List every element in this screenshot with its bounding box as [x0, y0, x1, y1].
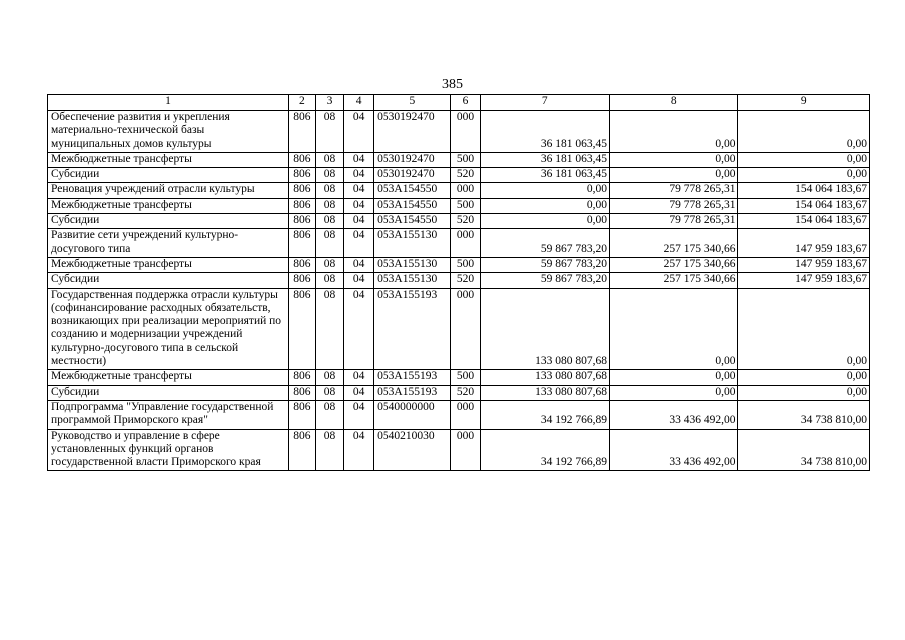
code-cell: 08 [315, 429, 343, 471]
amount-cell: 36 181 063,45 [480, 168, 609, 183]
amount-cell: 0,00 [480, 183, 609, 198]
amount-cell: 79 778 265,31 [610, 183, 738, 198]
code-cell: 520 [451, 168, 480, 183]
table-row [48, 400, 870, 429]
amount-cell: 0,00 [738, 152, 870, 167]
code-cell: 053A155193 [374, 370, 451, 385]
column-header: 3 [315, 95, 343, 111]
code-cell: 08 [315, 370, 343, 385]
code-cell: 08 [315, 257, 343, 272]
row-description: Межбюджетные трансферты [48, 152, 289, 167]
amount-cell: 133 080 807,68 [480, 370, 609, 385]
amount-cell: 0,00 [610, 370, 738, 385]
table-row [48, 273, 870, 288]
code-cell: 04 [344, 183, 374, 198]
column-header: 1 [48, 95, 289, 111]
table-row [48, 168, 870, 183]
table-row [48, 229, 870, 258]
code-cell: 0540000000 [374, 400, 451, 429]
column-header: 6 [451, 95, 480, 111]
code-cell: 04 [344, 429, 374, 471]
table-row [48, 370, 870, 385]
code-cell: 053A154550 [374, 183, 451, 198]
amount-cell: 257 175 340,66 [610, 229, 738, 258]
code-cell: 053A155130 [374, 273, 451, 288]
amount-cell: 0,00 [610, 288, 738, 370]
amount-cell: 0,00 [610, 168, 738, 183]
amount-cell: 0,00 [610, 111, 738, 153]
code-cell: 806 [288, 400, 315, 429]
code-cell: 08 [315, 400, 343, 429]
table-row [48, 152, 870, 167]
amount-cell: 33 436 492,00 [610, 429, 738, 471]
amount-cell: 133 080 807,68 [480, 385, 609, 400]
column-header: 7 [480, 95, 609, 111]
amount-cell: 147 959 183,67 [738, 229, 870, 258]
code-cell: 806 [288, 273, 315, 288]
code-cell: 04 [344, 198, 374, 213]
code-cell: 0530192470 [374, 168, 451, 183]
row-description: Обеспечение развития и укрепления материально-технической базы муниципальных домов культуры [48, 111, 289, 153]
amount-cell: 36 181 063,45 [480, 152, 609, 167]
code-cell: 053A155130 [374, 257, 451, 272]
code-cell: 053A155193 [374, 385, 451, 400]
table-row [48, 183, 870, 198]
table-row [48, 198, 870, 213]
amount-cell: 33 436 492,00 [610, 400, 738, 429]
code-cell: 04 [344, 288, 374, 370]
code-cell: 500 [451, 257, 480, 272]
amount-cell: 59 867 783,20 [480, 273, 609, 288]
amount-cell: 59 867 783,20 [480, 257, 609, 272]
code-cell: 04 [344, 111, 374, 153]
code-cell: 806 [288, 385, 315, 400]
column-header: 8 [610, 95, 738, 111]
code-cell: 806 [288, 429, 315, 471]
code-cell: 08 [315, 385, 343, 400]
row-description: Руководство и управление в сфере установленных функций органов государственной власти Приморского края [48, 429, 289, 471]
code-cell: 806 [288, 152, 315, 167]
code-cell: 520 [451, 385, 480, 400]
amount-cell: 154 064 183,67 [738, 198, 870, 213]
code-cell: 0530192470 [374, 152, 451, 167]
code-cell: 08 [315, 229, 343, 258]
amount-cell: 34 192 766,89 [480, 400, 609, 429]
code-cell: 000 [451, 400, 480, 429]
code-cell: 500 [451, 152, 480, 167]
column-header: 2 [288, 95, 315, 111]
amount-cell: 0,00 [738, 168, 870, 183]
amount-cell: 34 192 766,89 [480, 429, 609, 471]
code-cell: 806 [288, 214, 315, 229]
page-number: 385 [442, 77, 463, 92]
amount-cell: 133 080 807,68 [480, 288, 609, 370]
code-cell: 0530192470 [374, 111, 451, 153]
amount-cell: 34 738 810,00 [738, 429, 870, 471]
code-cell: 08 [315, 198, 343, 213]
table-row [48, 111, 870, 153]
code-cell: 806 [288, 198, 315, 213]
code-cell: 000 [451, 288, 480, 370]
amount-cell: 257 175 340,66 [610, 257, 738, 272]
table-row [48, 214, 870, 229]
code-cell: 806 [288, 168, 315, 183]
table-row [48, 257, 870, 272]
code-cell: 806 [288, 183, 315, 198]
column-header: 9 [738, 95, 870, 111]
code-cell: 000 [451, 183, 480, 198]
code-cell: 04 [344, 214, 374, 229]
code-cell: 08 [315, 183, 343, 198]
code-cell: 04 [344, 385, 374, 400]
row-description: Субсидии [48, 273, 289, 288]
code-cell: 806 [288, 257, 315, 272]
code-cell: 500 [451, 370, 480, 385]
code-cell: 04 [344, 168, 374, 183]
amount-cell: 0,00 [610, 385, 738, 400]
code-cell: 000 [451, 229, 480, 258]
code-cell: 08 [315, 288, 343, 370]
column-header: 4 [344, 95, 374, 111]
code-cell: 04 [344, 257, 374, 272]
code-cell: 053A155193 [374, 288, 451, 370]
code-cell: 08 [315, 214, 343, 229]
column-header: 5 [374, 95, 451, 111]
code-cell: 08 [315, 273, 343, 288]
amount-cell: 0,00 [480, 214, 609, 229]
amount-cell: 0,00 [738, 288, 870, 370]
code-cell: 806 [288, 111, 315, 153]
row-description: Государственная поддержка отрасли культуры (софинансирование расходных обязательств, возникающих при реализации мероприятий по созданию и модернизации учреждений культурно-досугового типа в сельской местности) [48, 288, 289, 370]
code-cell: 0540210030 [374, 429, 451, 471]
row-description: Межбюджетные трансферты [48, 257, 289, 272]
code-cell: 053A154550 [374, 198, 451, 213]
code-cell: 08 [315, 168, 343, 183]
amount-cell: 147 959 183,67 [738, 257, 870, 272]
code-cell: 520 [451, 273, 480, 288]
code-cell: 053A155130 [374, 229, 451, 258]
code-cell: 053A154550 [374, 214, 451, 229]
amount-cell: 154 064 183,67 [738, 183, 870, 198]
code-cell: 520 [451, 214, 480, 229]
row-description: Подпрограмма "Управление государственной программой Приморского края" [48, 400, 289, 429]
amount-cell: 34 738 810,00 [738, 400, 870, 429]
amount-cell: 79 778 265,31 [610, 214, 738, 229]
row-description: Развитие сети учреждений культурно-досугового типа [48, 229, 289, 258]
table-row [48, 385, 870, 400]
row-description: Субсидии [48, 385, 289, 400]
amount-cell: 79 778 265,31 [610, 198, 738, 213]
amount-cell: 36 181 063,45 [480, 111, 609, 153]
amount-cell: 154 064 183,67 [738, 214, 870, 229]
code-cell: 000 [451, 429, 480, 471]
table-row [48, 429, 870, 471]
code-cell: 500 [451, 198, 480, 213]
code-cell: 08 [315, 111, 343, 153]
amount-cell: 257 175 340,66 [610, 273, 738, 288]
amount-cell: 0,00 [738, 385, 870, 400]
amount-cell: 0,00 [480, 198, 609, 213]
code-cell: 04 [344, 152, 374, 167]
code-cell: 000 [451, 111, 480, 153]
amount-cell: 0,00 [738, 111, 870, 153]
code-cell: 08 [315, 152, 343, 167]
code-cell: 04 [344, 229, 374, 258]
code-cell: 04 [344, 370, 374, 385]
row-description: Субсидии [48, 214, 289, 229]
amount-cell: 0,00 [738, 370, 870, 385]
row-description: Субсидии [48, 168, 289, 183]
amount-cell: 0,00 [610, 152, 738, 167]
code-cell: 806 [288, 288, 315, 370]
amount-cell: 59 867 783,20 [480, 229, 609, 258]
row-description: Реновация учреждений отрасли культуры [48, 183, 289, 198]
code-cell: 04 [344, 400, 374, 429]
budget-table [47, 94, 870, 471]
code-cell: 04 [344, 273, 374, 288]
row-description: Межбюджетные трансферты [48, 370, 289, 385]
row-description: Межбюджетные трансферты [48, 198, 289, 213]
table-row [48, 288, 870, 370]
table-header-row [48, 95, 870, 111]
amount-cell: 147 959 183,67 [738, 273, 870, 288]
code-cell: 806 [288, 370, 315, 385]
code-cell: 806 [288, 229, 315, 258]
